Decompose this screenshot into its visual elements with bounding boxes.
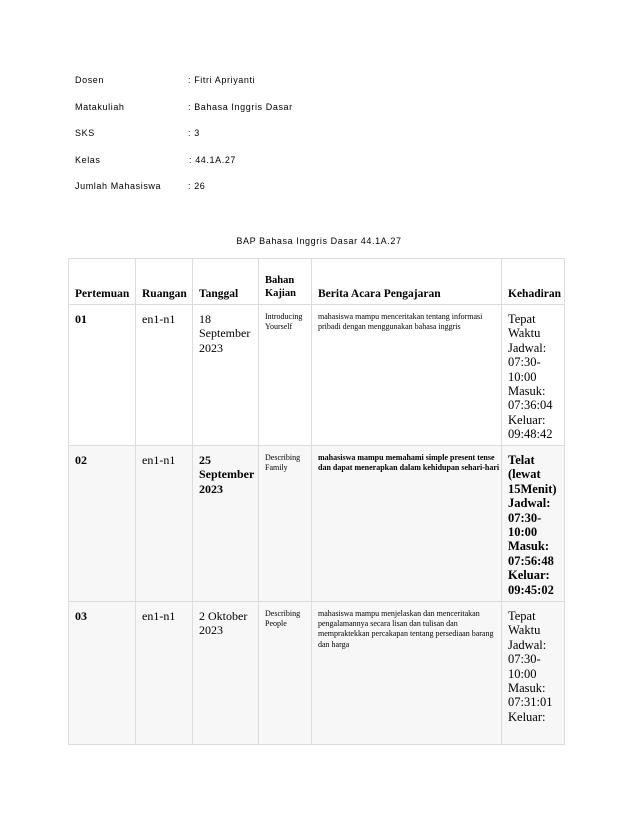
kehadiran-jadwal: Jadwal: 07:30-10:00 xyxy=(508,496,551,540)
kehadiran-keluar: Keluar: 09:45:02 xyxy=(508,568,554,597)
header-bahan-kajian: Bahan Kajian xyxy=(259,259,312,305)
info-label: Jumlah Mahasiswa xyxy=(75,181,162,191)
cell-bahan-kajian: Introducing Yourself xyxy=(259,305,312,446)
kehadiran-jadwal: Jadwal: 07:30-10:00 xyxy=(508,340,547,384)
header-pertemuan: Pertemuan xyxy=(69,259,136,305)
cell-ruangan: en1-n1 xyxy=(136,602,193,745)
info-label: Kelas xyxy=(75,154,101,165)
kehadiran-status: Tepat Waktu xyxy=(508,312,541,341)
cell-tanggal: 2 Oktober 2023 xyxy=(193,602,259,745)
kehadiran-status: Telat (lewat 15Menit) xyxy=(508,453,557,496)
cell-kehadiran xyxy=(502,446,565,602)
page-title: BAP Bahasa Inggris Dasar 44.1A.27 xyxy=(236,236,402,246)
cell-pertemuan: 02 xyxy=(69,446,136,602)
info-label: Dosen xyxy=(75,75,105,85)
cell-bahan-kajian: Describing Family xyxy=(259,446,312,602)
kehadiran-status: Tepat Waktu xyxy=(508,609,541,638)
kehadiran-keluar: Keluar: 09:48:42 xyxy=(508,412,553,442)
table-header-row xyxy=(69,259,565,305)
cell-ruangan: en1-n1 xyxy=(136,305,193,446)
header-ruangan: Ruangan xyxy=(136,259,193,305)
info-value: : 3 xyxy=(188,128,200,138)
info-value: : Bahasa Inggris Dasar xyxy=(188,101,293,112)
header-tanggal: Tanggal xyxy=(193,259,259,305)
cell-pertemuan: 03 xyxy=(69,602,136,745)
info-label: Matakuliah xyxy=(75,101,125,112)
cell-tanggal: 18 September 2023 xyxy=(193,305,259,446)
bap-table xyxy=(68,258,565,745)
cell-berita-acara: mahasiswa mampu menceritakan tentang informasi pribadi dengan menggunakan bahasa inggris xyxy=(312,305,502,446)
info-value: : 26 xyxy=(188,181,206,191)
table-row xyxy=(69,305,565,446)
kehadiran-masuk: Masuk: 07:31:01 xyxy=(508,681,553,710)
table-row xyxy=(69,602,565,745)
kehadiran-jadwal: Jadwal: 07:30-10:00 xyxy=(508,637,547,681)
info-value: : Fitri Apriyanti xyxy=(188,75,256,85)
kehadiran-keluar: Keluar: xyxy=(508,709,546,724)
kehadiran-masuk: Masuk: 07:36:04 xyxy=(508,384,553,413)
cell-ruangan: en1-n1 xyxy=(136,446,193,602)
header-berita-acara: Berita Acara Pengajaran xyxy=(312,259,502,305)
cell-bahan-kajian: Describing People xyxy=(259,602,312,745)
info-value: : 44.1A.27 xyxy=(189,154,237,165)
cell-pertemuan: 01 xyxy=(69,305,136,446)
table-row xyxy=(69,446,565,602)
cell-tanggal: 25 September 2023 xyxy=(193,446,259,602)
kehadiran-masuk: Masuk: 07:56:48 xyxy=(508,539,554,568)
cell-kehadiran xyxy=(502,602,565,745)
header-kehadiran: Kehadiran xyxy=(502,259,565,305)
info-label: SKS xyxy=(75,128,95,138)
cell-berita-acara: mahasiswa mampu menjelaskan dan menceritakan pengalamannya secara lisan dan tulisan dan mempraktekkan percakapan tentang persediaan barang dan harga xyxy=(312,602,502,745)
cell-kehadiran xyxy=(502,305,565,446)
cell-berita-acara: mahasiswa mampu memahami simple present tense dan dapat menerapkan dalam kehidupan sehari-hari xyxy=(312,446,502,602)
